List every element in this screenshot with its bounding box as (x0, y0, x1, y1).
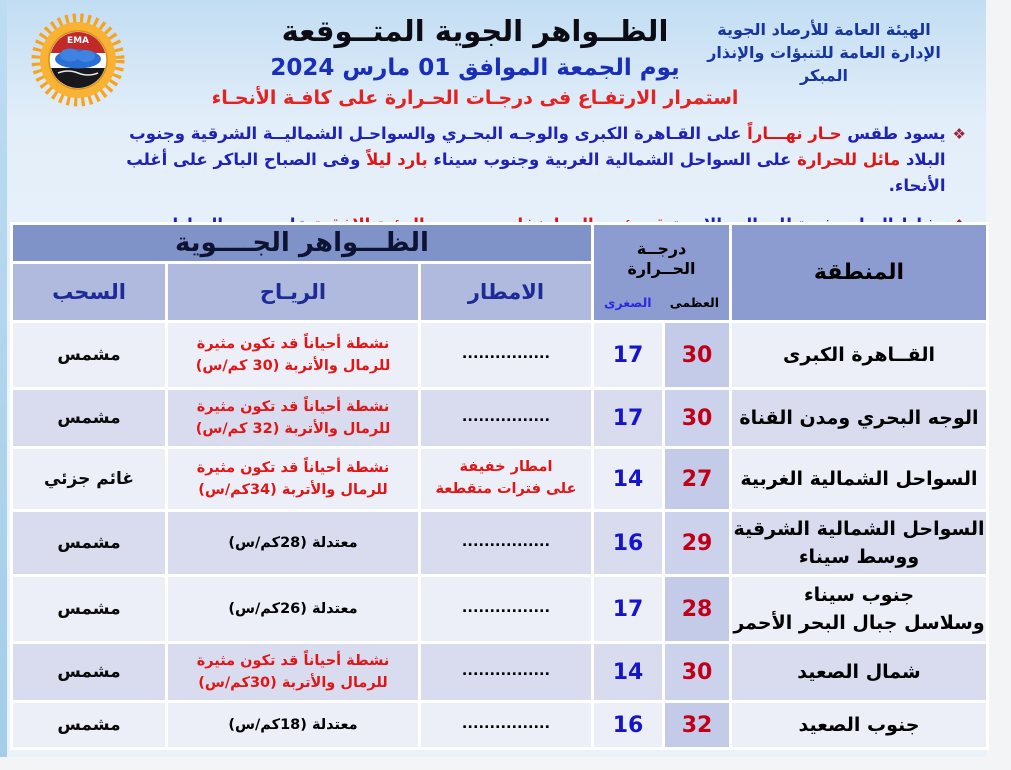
wind-line1: نشطة أحياناً قد تكون مثيرة (196, 652, 390, 669)
region-name-cell (732, 512, 986, 574)
column-header-wind: الريـاح (168, 264, 418, 320)
rain-line1: ................ (461, 534, 551, 551)
min-temp-cell: 14 (594, 644, 662, 700)
max-temp-cell: 30 (665, 644, 729, 700)
region-line1: الوجه البحري ومدن القناة (739, 406, 979, 429)
table-row (13, 512, 986, 574)
wind-line2: للرمال والأتربة (34كم/س) (198, 482, 388, 498)
region-line1: القــاهرة الكبرى (783, 343, 935, 366)
min-temp-cell: 16 (594, 512, 662, 574)
min-temp-cell: 17 (594, 390, 662, 446)
diamond-bullet-icon: ❖ (952, 125, 966, 143)
rain-line1: ................ (461, 663, 551, 680)
region-name-cell (732, 644, 986, 700)
bullet-weather-summary (90, 121, 966, 199)
column-header-region: المنطقة (732, 225, 986, 320)
rain-cell (421, 323, 591, 387)
forecast-table (10, 222, 989, 750)
region-name-cell (732, 449, 986, 509)
max-temp-cell: 30 (665, 323, 729, 387)
wind-line1: نشطة أحياناً قد تكون مثيرة (196, 335, 390, 352)
bullet-segment: حـار نهـــاراً (741, 124, 842, 143)
wind-line1: معتدلة (28كم/س) (228, 534, 358, 551)
min-temp-cell: 14 (594, 449, 662, 509)
region-line1: السواحل الشمالية الغربية (740, 467, 978, 490)
rain-line1: ................ (461, 346, 551, 363)
header-center (115, 14, 835, 109)
temp-title-line2: الحــرارة (627, 259, 696, 278)
max-temp-cell: 28 (665, 577, 729, 641)
forecast-date: يوم الجمعة الموافق 01 مارس 2024 (270, 55, 680, 81)
region-line2: ووسط سيناء (798, 546, 920, 568)
rain-line1: ................ (461, 600, 551, 617)
rain-cell (421, 449, 591, 509)
region-name-cell (732, 703, 986, 747)
wind-cell (168, 449, 418, 509)
column-header-min-temp: الصغرى (604, 295, 652, 310)
region-line1: السواحل الشمالية الشرقية (733, 517, 985, 540)
wind-cell (168, 390, 418, 446)
column-header-rain: الامطار (421, 264, 591, 320)
wind-line1: نشطة أحياناً قد تكون مثيرة (196, 398, 390, 415)
rain-cell (421, 512, 591, 574)
clouds-cell: مشمس (13, 323, 165, 387)
org-name-line1: الهيئة العامة للأرصاد الجوية (717, 20, 931, 39)
rain-cell (421, 390, 591, 446)
wind-line1: معتدلة (26كم/س) (228, 600, 358, 617)
max-temp-cell: 32 (665, 703, 729, 747)
table-row (13, 644, 986, 700)
wind-line2: للرمال والأتربة (30 كم/س) (195, 358, 391, 374)
column-header-max-temp: العظمى (669, 295, 719, 310)
rain-cell (421, 703, 591, 747)
wind-cell (168, 512, 418, 574)
headline-warning: استمرار الارتفـاع فى درجـات الحـرارة على كافـة الأنحـاء (211, 87, 739, 109)
clouds-cell: غائم جزئي (13, 449, 165, 509)
wind-cell (168, 577, 418, 641)
bullet-segment: على القـاهرة الكبرى والوجـه البحـري والسواحـل الشماليــة الشرقية وجنوب البلاد (129, 124, 946, 169)
min-temp-cell: 16 (594, 703, 662, 747)
table-row (13, 703, 986, 747)
bullet-segment: على السواحل الشمالية الغربية وجنوب سيناء (427, 150, 792, 169)
max-temp-cell: 30 (665, 390, 729, 446)
clouds-cell: مشمس (13, 512, 165, 574)
wind-cell (168, 644, 418, 700)
region-name-cell (732, 577, 986, 641)
table-row (13, 449, 986, 509)
bullet-segment: يسود طقس (841, 124, 946, 143)
wind-line2: للرمال والأتربة (32 كم/س) (195, 421, 391, 437)
region-name-cell (732, 390, 986, 446)
rain-line1: ................ (461, 716, 551, 733)
org-name-line2: الإدارة العامة للتنبؤات والإنذار المبكر (707, 43, 941, 86)
region-name-cell (732, 323, 986, 387)
clouds-cell: مشمس (13, 390, 165, 446)
column-header-phenomena: الظـــواهر الجــــوية (13, 225, 591, 261)
table-row (13, 323, 986, 387)
region-line1: شمال الصعيد (797, 660, 921, 683)
region-line1: جنوب الصعيد (798, 713, 920, 736)
max-temp-cell: 27 (665, 449, 729, 509)
wind-line1: نشطة أحياناً قد تكون مثيرة (196, 459, 390, 476)
temperature-subheaders (594, 295, 729, 310)
min-temp-cell: 17 (594, 323, 662, 387)
wind-line2: للرمال والأتربة (30كم/س) (198, 675, 388, 691)
bullet-segment: بارد ليلاً (360, 150, 428, 169)
bullet-text (90, 121, 946, 199)
min-temp-cell: 17 (594, 577, 662, 641)
page-title: الظــواهر الجوية المتــوقعة (281, 14, 669, 48)
rain-cell (421, 644, 591, 700)
column-header-temperature (594, 225, 729, 320)
region-line2: وسلاسل جبال البحر الأحمر (733, 612, 985, 634)
rain-line1: امطار خفيفة (459, 459, 553, 476)
forecast-table-body (13, 323, 986, 747)
column-header-clouds: السحب (13, 264, 165, 320)
wind-cell (168, 703, 418, 747)
rain-cell (421, 577, 591, 641)
region-line1: جنوب سيناء (803, 583, 915, 606)
max-temp-cell: 29 (665, 512, 729, 574)
table-row (13, 390, 986, 446)
rain-line2: على فترات متقطعة (435, 481, 577, 497)
clouds-cell: مشمس (13, 644, 165, 700)
wind-line1: معتدلة (18كم/س) (228, 716, 358, 733)
bullet-segment: مائل للحرارة (791, 150, 901, 169)
clouds-cell: مشمس (13, 703, 165, 747)
logo-ema-text: EMA (66, 36, 90, 46)
table-row (13, 577, 986, 641)
forecast-table-header (13, 225, 986, 320)
temp-title-line1: درجــة (636, 239, 687, 258)
left-edge-strip (0, 0, 7, 757)
clouds-cell: مشمس (13, 577, 165, 641)
rain-line1: ................ (461, 409, 551, 426)
bullet-segment: وفى الصباح الباكر على أغلب الأنحاء. (126, 150, 946, 195)
temperature-header-title (594, 239, 729, 279)
wind-cell (168, 323, 418, 387)
